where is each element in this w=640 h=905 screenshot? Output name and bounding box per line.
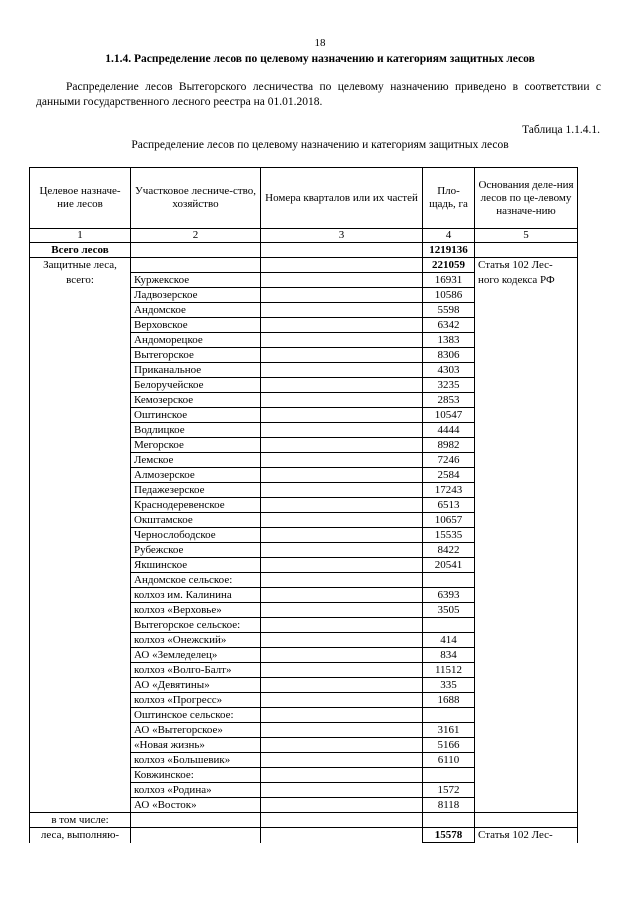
protective-label: Защитные леса, bbox=[30, 258, 131, 273]
forestry-name: «Новая жизнь» bbox=[131, 738, 261, 753]
area-value: 16931 bbox=[423, 273, 475, 288]
area-value: 8982 bbox=[423, 438, 475, 453]
forestry-name: колхоз «Прогресс» bbox=[131, 693, 261, 708]
table-row bbox=[30, 393, 578, 408]
area-value: 15535 bbox=[423, 528, 475, 543]
table-row bbox=[30, 288, 578, 303]
forestry-name: Приканальное bbox=[131, 363, 261, 378]
table-number: Таблица 1.1.4.1. bbox=[522, 124, 600, 136]
table-row bbox=[30, 558, 578, 573]
forestry-name: колхоз «Онежский» bbox=[131, 633, 261, 648]
page-number: 18 bbox=[314, 37, 326, 49]
table-row bbox=[30, 528, 578, 543]
forestry-name: АО «Вытегорское» bbox=[131, 723, 261, 738]
forestry-name: Куржекское bbox=[131, 273, 261, 288]
table-row bbox=[30, 453, 578, 468]
table-row bbox=[30, 498, 578, 513]
table-row bbox=[30, 408, 578, 423]
forestry-name: Вытегорское bbox=[131, 348, 261, 363]
table-row bbox=[30, 618, 578, 633]
forestry-name: Белоручейское bbox=[131, 378, 261, 393]
forestry-name: Оштинское сельское: bbox=[131, 708, 261, 723]
table-row bbox=[30, 423, 578, 438]
forestry-name: Окштамское bbox=[131, 513, 261, 528]
total-label: Всего лесов bbox=[30, 243, 131, 258]
area-value: 6110 bbox=[423, 753, 475, 768]
area-value: 8118 bbox=[423, 798, 475, 813]
total-row bbox=[30, 243, 578, 258]
area-value: 5166 bbox=[423, 738, 475, 753]
area-value: 3161 bbox=[423, 723, 475, 738]
basis-text: Статья 102 Лес- bbox=[475, 258, 578, 273]
basis-text: ного кодекса РФ bbox=[475, 273, 578, 288]
header-quarters: Номера кварталов или их частей bbox=[261, 168, 423, 229]
forestry-name: Вытегорское сельское: bbox=[131, 618, 261, 633]
table-row bbox=[30, 273, 578, 288]
area-value: 1688 bbox=[423, 693, 475, 708]
intro-paragraph: Распределение лесов Вытегорского лесничества по целевому назначению приведено в соответствии с данными государственного лесного реестра на 01.01.2018. bbox=[36, 81, 601, 108]
table-row bbox=[30, 633, 578, 648]
area-value: 10657 bbox=[423, 513, 475, 528]
area-value: 5598 bbox=[423, 303, 475, 318]
forestry-name: колхоз «Волго-Балт» bbox=[131, 663, 261, 678]
forestry-name: Водлицкое bbox=[131, 423, 261, 438]
area-value: 11512 bbox=[423, 663, 475, 678]
total-area: 1219136 bbox=[423, 243, 475, 258]
area-value: 335 bbox=[423, 678, 475, 693]
section-heading: 1.1.4. Распределение лесов по целевому назначению и категориям защитных лесов bbox=[105, 53, 535, 65]
forestry-name: Рубежское bbox=[131, 543, 261, 558]
table-row bbox=[30, 363, 578, 378]
forestry-name: колхоз «Верховье» bbox=[131, 603, 261, 618]
table-row bbox=[30, 588, 578, 603]
forestry-name: Алмозерское bbox=[131, 468, 261, 483]
header-area: Пло-щадь, га bbox=[423, 168, 475, 229]
header-basis: Основания деле-ния лесов по це-левому назначе-нию bbox=[475, 168, 578, 229]
table-row bbox=[30, 603, 578, 618]
table-caption: Распределение лесов по целевому назначению и категориям защитных лесов bbox=[131, 139, 509, 151]
area-value bbox=[423, 573, 475, 588]
forest-distribution-table bbox=[29, 167, 578, 843]
table-row bbox=[30, 648, 578, 663]
area-value: 1572 bbox=[423, 783, 475, 798]
forestry-name: колхоз «Родина» bbox=[131, 783, 261, 798]
forestry-name: Ковжинское: bbox=[131, 768, 261, 783]
protective-label: всего: bbox=[30, 273, 131, 288]
forestry-name: Чернослободское bbox=[131, 528, 261, 543]
table-row bbox=[30, 318, 578, 333]
area-value: 6513 bbox=[423, 498, 475, 513]
col-number: 4 bbox=[423, 229, 475, 243]
table-row bbox=[30, 663, 578, 678]
forestry-name: Андомское сельское: bbox=[131, 573, 261, 588]
area-value: 3235 bbox=[423, 378, 475, 393]
area-value: 3505 bbox=[423, 603, 475, 618]
area-value bbox=[423, 768, 475, 783]
forestry-name: Ладвозерское bbox=[131, 288, 261, 303]
area-value: 20541 bbox=[423, 558, 475, 573]
table-row bbox=[30, 303, 578, 318]
area-value: 10586 bbox=[423, 288, 475, 303]
forestry-name: Якшинское bbox=[131, 558, 261, 573]
forestry-name: Краснодеревенское bbox=[131, 498, 261, 513]
forestry-name: Верховское bbox=[131, 318, 261, 333]
area-value: 8422 bbox=[423, 543, 475, 558]
area-value: 8306 bbox=[423, 348, 475, 363]
table-row bbox=[30, 783, 578, 798]
forestry-name: АО «Восток» bbox=[131, 798, 261, 813]
area-value: 7246 bbox=[423, 453, 475, 468]
table-row bbox=[30, 513, 578, 528]
col-number: 5 bbox=[475, 229, 578, 243]
area-value: 1383 bbox=[423, 333, 475, 348]
table-row bbox=[30, 693, 578, 708]
area-value: 2584 bbox=[423, 468, 475, 483]
table-row bbox=[30, 378, 578, 393]
forestry-name: Андомское bbox=[131, 303, 261, 318]
table-row bbox=[30, 768, 578, 783]
table-row bbox=[30, 708, 578, 723]
table-row bbox=[30, 483, 578, 498]
table-row bbox=[30, 348, 578, 363]
table-row bbox=[30, 438, 578, 453]
purpose-label: леса, выполняю- bbox=[30, 828, 131, 843]
forestry-name: АО «Земледелец» bbox=[131, 648, 261, 663]
table-row bbox=[30, 573, 578, 588]
area-value: 4303 bbox=[423, 363, 475, 378]
table-row bbox=[30, 678, 578, 693]
forestry-name: колхоз «Большевик» bbox=[131, 753, 261, 768]
area-value: 15578 bbox=[423, 828, 475, 843]
area-value bbox=[423, 618, 475, 633]
protective-total-area: 221059 bbox=[423, 258, 475, 273]
area-value: 414 bbox=[423, 633, 475, 648]
forestry-name: Лемское bbox=[131, 453, 261, 468]
area-value: 834 bbox=[423, 648, 475, 663]
area-value: 6393 bbox=[423, 588, 475, 603]
table-row bbox=[30, 798, 578, 813]
col-number: 1 bbox=[30, 229, 131, 243]
area-value bbox=[423, 708, 475, 723]
forestry-name: Мегорское bbox=[131, 438, 261, 453]
table-row bbox=[30, 828, 578, 843]
protective-total-row bbox=[30, 258, 578, 273]
basis-text: Статья 102 Лес- bbox=[475, 828, 578, 843]
table-row bbox=[30, 333, 578, 348]
forestry-name: Кемозерское bbox=[131, 393, 261, 408]
table-row bbox=[30, 753, 578, 768]
area-value: 4444 bbox=[423, 423, 475, 438]
area-value: 10547 bbox=[423, 408, 475, 423]
table-row bbox=[30, 468, 578, 483]
forestry-name: Оштинское bbox=[131, 408, 261, 423]
table-row bbox=[30, 543, 578, 558]
area-value: 17243 bbox=[423, 483, 475, 498]
col-number: 2 bbox=[131, 229, 261, 243]
col-number: 3 bbox=[261, 229, 423, 243]
table-row bbox=[30, 723, 578, 738]
forestry-name: АО «Девятины» bbox=[131, 678, 261, 693]
forestry-name: колхоз им. Калинина bbox=[131, 588, 261, 603]
header-forestry: Участковое лесниче-ство, хозяйство bbox=[131, 168, 261, 229]
including-row bbox=[30, 813, 578, 828]
forestry-name: Андоморецкое bbox=[131, 333, 261, 348]
area-value: 2853 bbox=[423, 393, 475, 408]
table-row bbox=[30, 738, 578, 753]
area-value: 6342 bbox=[423, 318, 475, 333]
including-label: в том числе: bbox=[30, 813, 131, 828]
header-purpose: Целевое назначе-ние лесов bbox=[30, 168, 131, 229]
forestry-name: Педажезерское bbox=[131, 483, 261, 498]
